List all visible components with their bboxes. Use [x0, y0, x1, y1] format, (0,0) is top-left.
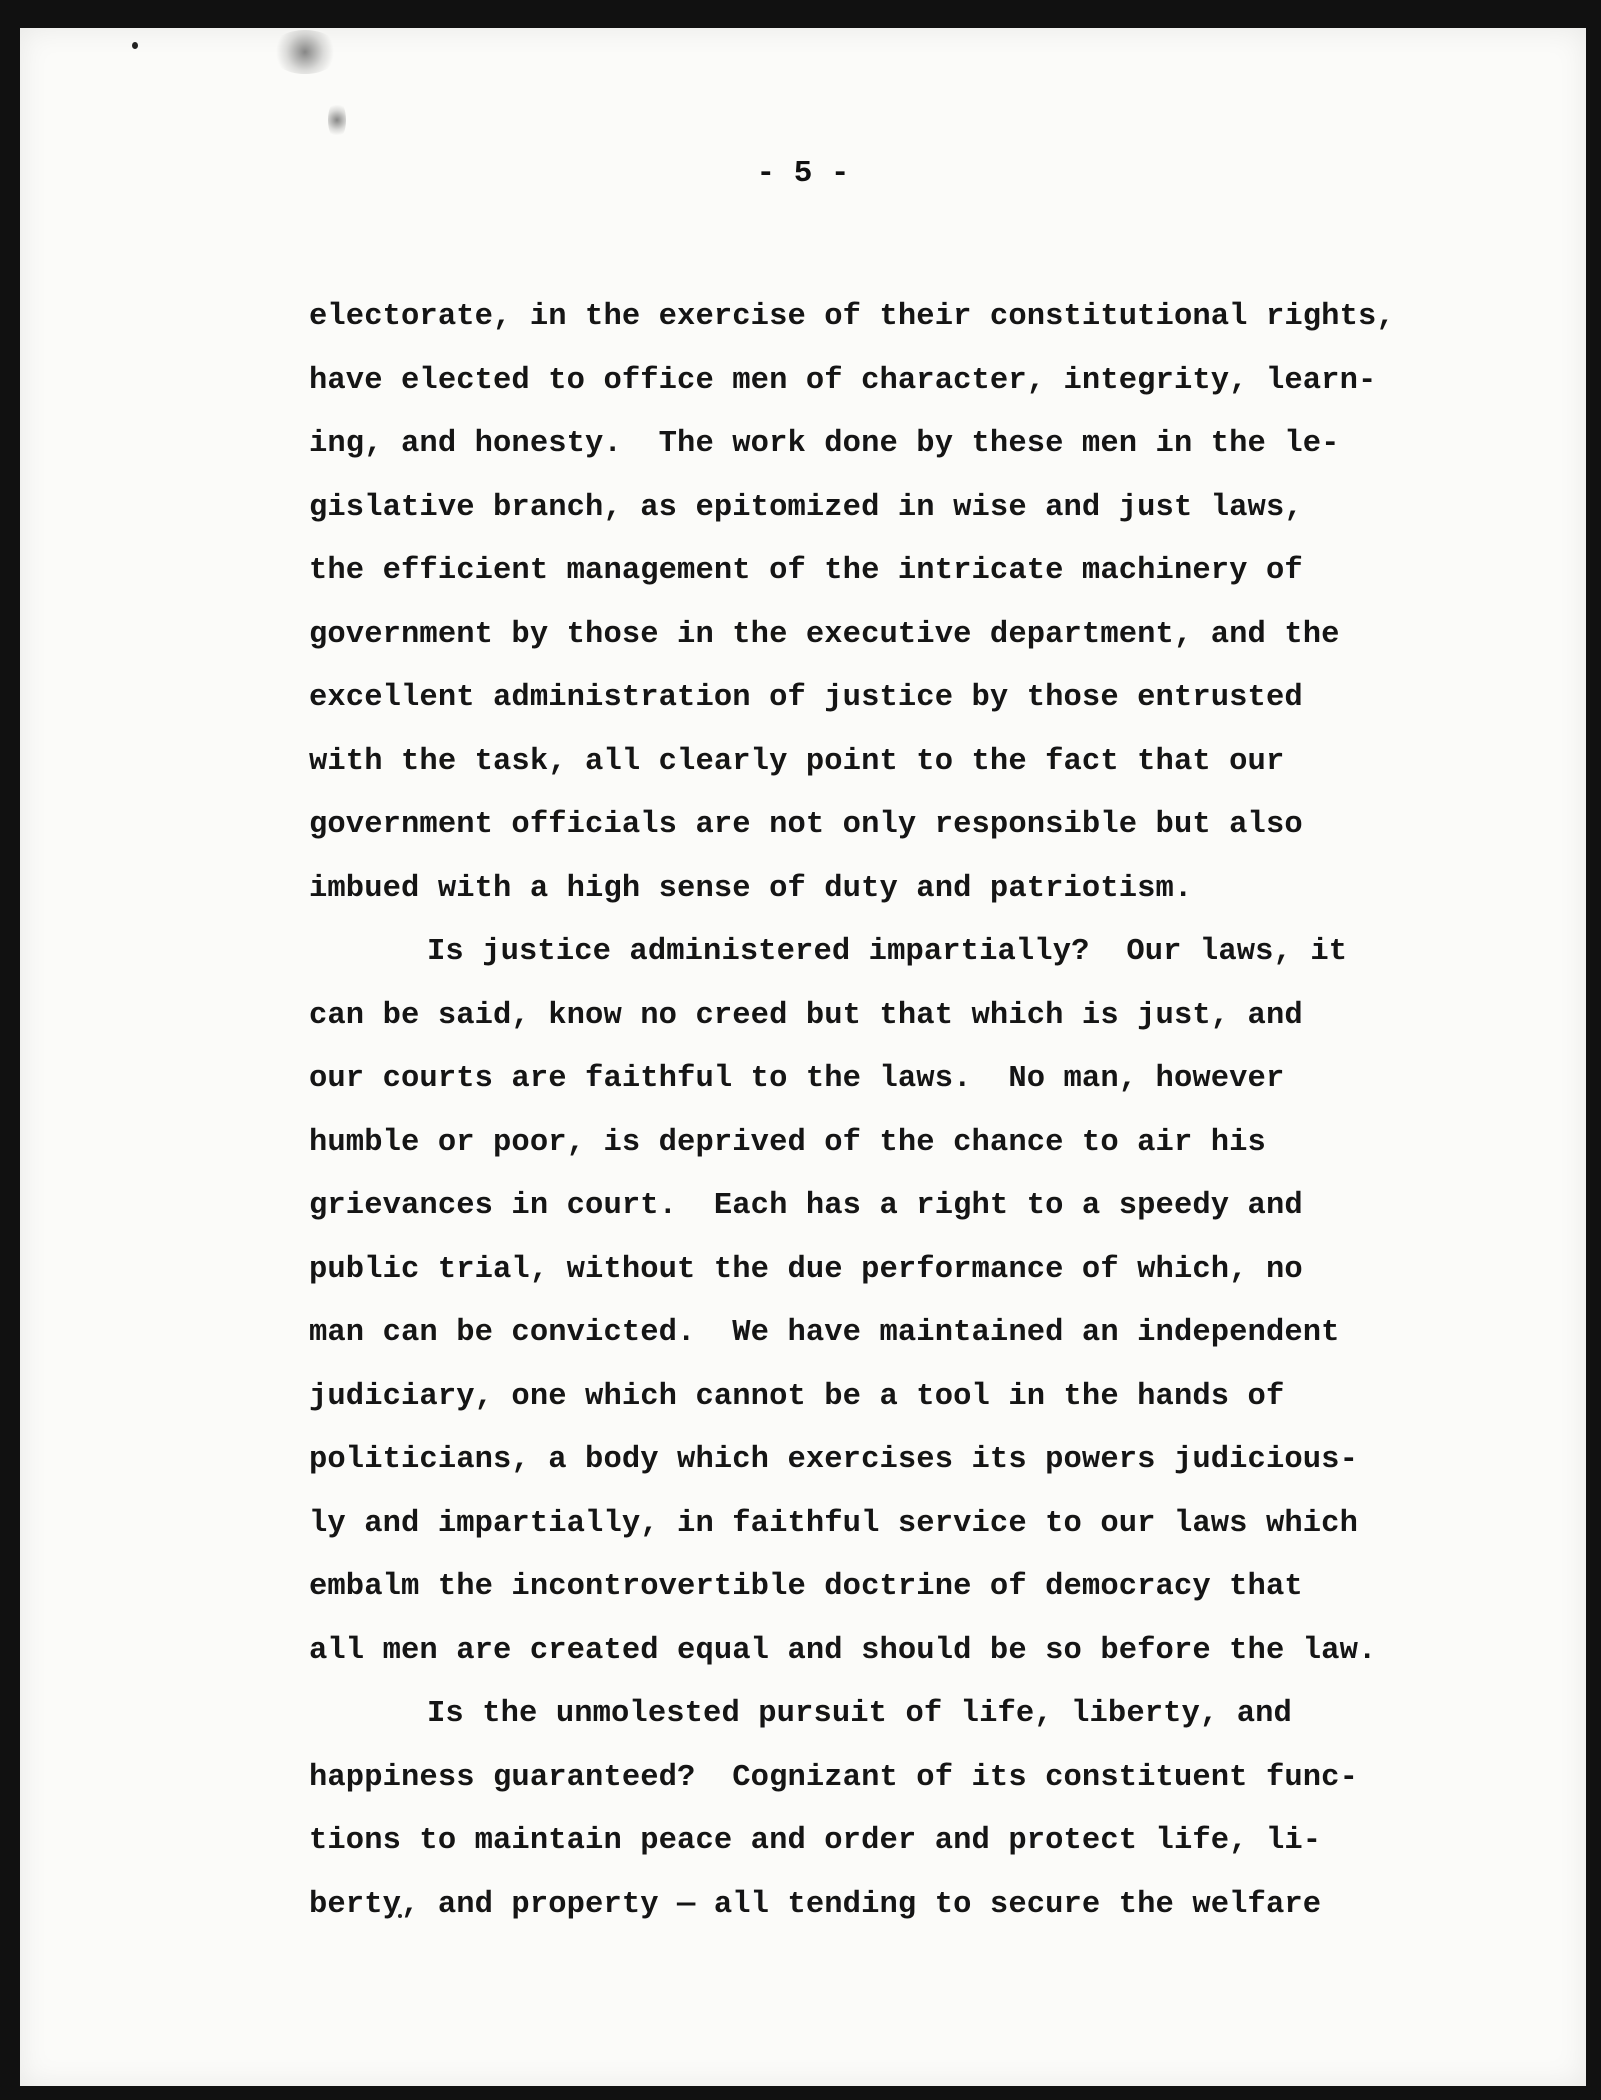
text-line: the efficient management of the intricate machinery of: [309, 554, 1303, 588]
text-line: gislative branch, as epitomized in wise and just laws,: [309, 490, 1303, 525]
text-line: berty, and property — all tending to secure the welfare: [309, 1887, 1322, 1922]
text-line: politicians, a body which exercises its powers judicious-: [309, 1443, 1358, 1477]
text-line: imbued with a high sense of duty and patriotism.: [309, 871, 1193, 906]
text-line: grievances in court. Each has a right to a speedy and: [309, 1189, 1303, 1223]
text-line: electorate, in the exercise of their constitutional rights,: [309, 300, 1395, 334]
text-line: can be said, know no creed but that which is just, and: [309, 998, 1303, 1033]
text-line: our courts are faithful to the laws. No man, however: [309, 1062, 1285, 1096]
text-line: all men are created equal and should be so before the law.: [309, 1633, 1377, 1668]
text-line: government by those in the executive department, and the: [309, 617, 1340, 652]
text-line: Is justice administered impartially? Our laws, it: [427, 935, 1348, 969]
text-line: ing, and honesty. The work done by these men in the le-: [309, 427, 1340, 461]
ink-smudge: [270, 30, 340, 74]
text-line: public trial, without the due performance of which, no: [309, 1252, 1303, 1287]
text-line: happiness guaranteed? Cognizant of its constituent func-: [309, 1760, 1358, 1795]
body-text: [309, 286, 1459, 1937]
text-line: excellent administration of justice by those entrusted: [309, 681, 1303, 715]
text-line: tions to maintain peace and order and protect life, li-: [309, 1824, 1322, 1858]
ink-smudge: [328, 100, 346, 140]
ink-spot: [132, 42, 138, 49]
text-line: embalm the incontrovertible doctrine of democracy that: [309, 1570, 1303, 1604]
text-line: Is the unmolested pursuit of life, liberty, and: [427, 1697, 1292, 1731]
text-line: man can be convicted. We have maintained an independent: [309, 1316, 1340, 1350]
document-page: [20, 28, 1586, 2086]
text-line: government officials are not only responsible but also: [309, 808, 1303, 842]
text-line: ly and impartially, in faithful service to our laws which: [309, 1506, 1358, 1541]
page-number: - 5 -: [756, 156, 850, 191]
text-line: humble or poor, is deprived of the chance to air his: [309, 1125, 1266, 1160]
text-line: have elected to office men of character, integrity, learn-: [309, 363, 1377, 398]
text-line: judiciary, one which cannot be a tool in the hands of: [309, 1379, 1285, 1414]
text-line: with the task, all clearly point to the fact that our: [309, 744, 1285, 779]
